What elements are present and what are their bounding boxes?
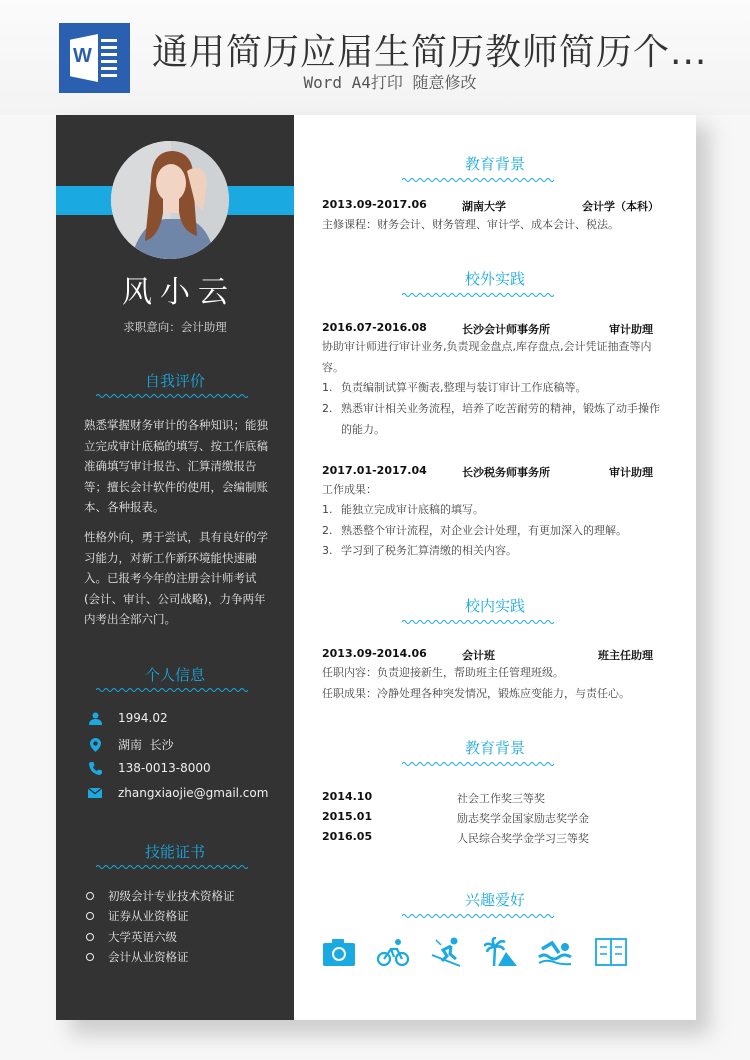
- self-eval-paragraph-2: 性格外向，勇于尝试，具有良好的学习能力，对新工作新环境能快速融入。已报考今年的注册会计师考试(会计、审计、公司战略)，力争两年内考出全部六门。: [84, 530, 268, 626]
- campus-result: 任职成果：冷静处理各种突发情况，锻炼应变能力，与责任心。: [322, 687, 630, 700]
- book-icon: [594, 937, 628, 967]
- wavy-divider: [402, 619, 554, 625]
- document-title: 通用简历应届生简历教师简历个...: [152, 32, 708, 73]
- award-name: 社会工作奖三等奖: [457, 792, 545, 805]
- practice-2-item: 2. 熟悉整个审计流程，对企业会计处理，有更加深入的理解。: [322, 524, 627, 537]
- location-pin-icon: [88, 738, 102, 752]
- word-icon: W: [59, 23, 130, 93]
- award-name: 人民综合奖学金学习三等奖: [457, 832, 589, 845]
- self-eval-paragraph-1: 熟悉掌握财务审计的各种知识；能独立完成审计底稿的填写、按工作底稿准确填写审计报告、汇算清缴报告等；擅长会计软件的使用，会编制账本、各种报表。: [84, 418, 268, 514]
- campus-practice-heading: 校内实践: [464, 597, 525, 615]
- circle-bullet-icon: [86, 933, 94, 941]
- document-header: [0, 0, 750, 115]
- wavy-divider: [96, 687, 248, 693]
- beach-palm-icon: [484, 937, 518, 967]
- circle-bullet-icon: [86, 912, 94, 920]
- practice-2-intro: 工作成果：: [322, 483, 377, 496]
- award-date: 2016.05: [322, 830, 373, 843]
- wavy-divider: [96, 393, 248, 399]
- award-date: 2014.10: [322, 790, 373, 803]
- wavy-divider: [402, 913, 554, 919]
- external-practice-heading: 校外实践: [464, 270, 525, 288]
- circle-bullet-icon: [86, 892, 94, 900]
- document-subtitle: Word A4打印 随意修改: [303, 73, 477, 92]
- skill-item: 证券从业资格证: [86, 908, 189, 924]
- camera-icon: [322, 937, 356, 967]
- wavy-divider: [402, 292, 554, 298]
- info-phone: 138-0013-8000: [88, 761, 211, 775]
- resume-page: 风小云 求职意向：会计助理 自我评价 熟悉掌握财务审计的各种知识；能独立完成审计底稿的填写、按工作底稿准确填写审计报告、汇算清缴报告等；擅长会计软件的使用，会编制账本、各种报表。 性格外向，勇于尝试，具有良好的学习能力，对新工作新环境能快速融入。已报考今年的注册会计师考试(会计、审计、公司战略)，力争两年内考出全部六门。 个人信息 1994.02 湖南 长沙 138-0013-8000 zhangxiaojie@gmail.com 技能证书 初级会计专业技术资格证 证券从业资格证 大学英语六级 会计从业资格证 教育背景 2013.09-2017.06 湖南大学 会计学（本科） 主修课程：财务会计、财务管理、审计学、成本会计、税法。 校外实践 2016.07-2016.08 长沙会计师事务所 审计助理 协助审计师进行审计业务,负责现金盘点,库存盘点,会计凭证抽查等内容。 1. 负责编制试算平衡表,整理与装订审计工作底稿等。 2. 熟悉审计相关业务流程，培养了吃苦耐劳的精神，锻炼了动手操作的能力。 2017.01-2017.04 长沙税务师事务所 审计助理 工作成果： 1. 能独立完成审计底稿的填写。 2. 熟悉整个审计流程，对企业会计处理，有更加深入的理解。 3. 学习到了税务汇算清缴的相关内容。 校内实践 2013.09-2014.06 会计班 班主任助理 任职内容：负责迎接新生，帮助班主任管理班级。 任职成果：冷静处理各种突发情况，锻炼应变能力，与责任心。 教育背景 2014.10 社会工作奖三等奖 2015.01 励志奖学金国家励志奖学金 2016.05 人民综合奖学金学习三等奖 兴趣爱好: [56, 115, 696, 1020]
- job-intent: 求职意向：会计助理: [123, 320, 227, 334]
- swimming-icon: [538, 937, 572, 967]
- skill-item: 初级会计专业技术资格证: [86, 888, 235, 904]
- award-name: 励志奖学金国家励志奖学金: [457, 812, 589, 825]
- practice-1-item: 1. 负责编制试算平衡表,整理与装订审计工作底稿等。: [322, 381, 587, 394]
- mail-icon: [88, 786, 102, 800]
- info-birthdate: 1994.02: [88, 711, 168, 725]
- circle-bullet-icon: [86, 953, 94, 961]
- info-location: 湖南 长沙: [88, 736, 174, 753]
- wavy-divider: [402, 177, 554, 183]
- email-link[interactable]: zhangxiaojie@gmail.com: [118, 786, 269, 800]
- award-date: 2015.01: [322, 810, 373, 823]
- awards-heading: 教育背景: [464, 739, 525, 757]
- practice-1-intro: 协助审计师进行审计业务,负责现金盘点,库存盘点,会计凭证抽查等内容。: [322, 340, 652, 374]
- skill-item: 会计从业资格证: [86, 949, 189, 965]
- phone-icon: [88, 761, 102, 775]
- hobbies-heading: 兴趣爱好: [464, 891, 525, 909]
- hobby-icons: [322, 937, 642, 967]
- skill-item: 大学英语六级: [86, 929, 177, 945]
- person-icon: [88, 711, 102, 725]
- campus-content: 任职内容：负责迎接新生，帮助班主任管理班级。: [322, 666, 564, 679]
- info-email: [88, 786, 268, 800]
- candidate-name: 风小云: [122, 275, 236, 310]
- skiing-icon: [430, 937, 464, 967]
- self-eval-heading: 自我评价: [144, 372, 205, 390]
- practice-2-item: 3. 学习到了税务汇算清缴的相关内容。: [322, 544, 517, 557]
- cycling-icon: [376, 937, 410, 967]
- practice-1-item: 2. 熟悉审计相关业务流程，培养了吃苦耐劳的精神，锻炼了动手操作的能力。: [322, 402, 660, 436]
- personal-info-heading: 个人信息: [144, 666, 205, 684]
- practice-2-item: 1. 能独立完成审计底稿的填写。: [322, 503, 484, 516]
- avatar: [111, 141, 229, 259]
- education-courses: 主修课程：财务会计、财务管理、审计学、成本会计、税法。: [322, 218, 619, 231]
- education-heading: 教育背景: [464, 155, 525, 173]
- wavy-divider: [96, 864, 248, 870]
- skills-heading: 技能证书: [144, 843, 205, 861]
- wavy-divider: [402, 761, 554, 767]
